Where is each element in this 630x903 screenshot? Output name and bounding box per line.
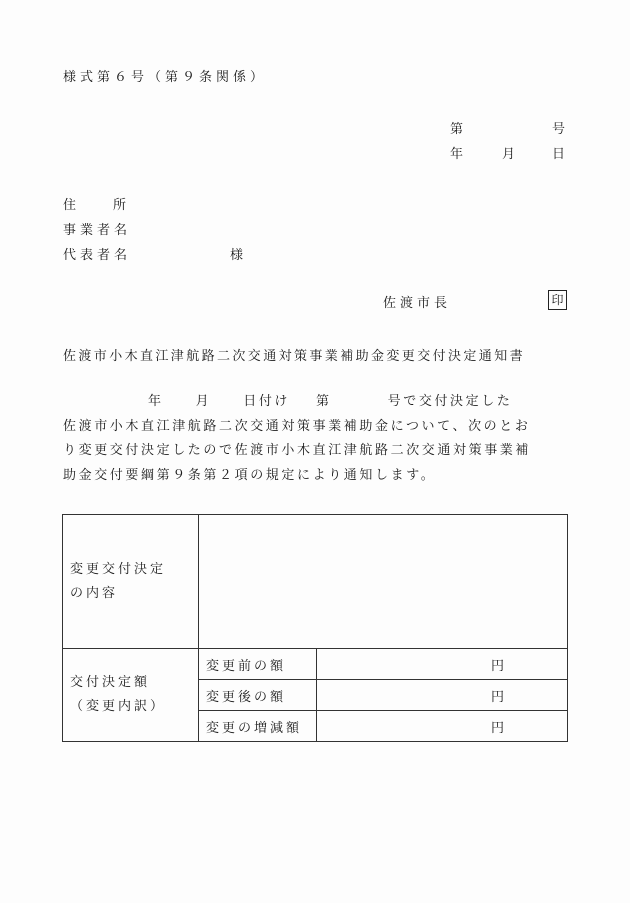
representative-line bbox=[63, 244, 248, 263]
amount-row bbox=[63, 649, 568, 680]
representative-label: 代表者名 bbox=[63, 248, 132, 263]
document-title: 佐渡市小木直江津航路二次交通対策事業補助金変更交付決定通知書 bbox=[63, 349, 526, 364]
seal-box: 印 bbox=[548, 290, 567, 310]
amount-row-unit: 円 bbox=[317, 680, 568, 711]
amount-row-label: 変更の増減額 bbox=[199, 711, 317, 742]
amount-label-cell bbox=[63, 649, 199, 742]
address-label-2: 所 bbox=[113, 198, 131, 213]
amount-row-unit: 円 bbox=[317, 649, 568, 680]
date-year: 年 bbox=[450, 147, 468, 162]
business-name-label: 事業者名 bbox=[63, 223, 132, 238]
body-line-2: 佐渡市小木直江津航路二次交通対策事業補助金について、次のとお bbox=[63, 418, 531, 434]
address-line bbox=[63, 194, 131, 213]
issue-date bbox=[450, 143, 570, 162]
decision-table bbox=[62, 514, 568, 742]
body-line-4: 助金交付要綱第９条第２項の規定により通知します。 bbox=[63, 467, 437, 483]
amount-row-unit: 円 bbox=[317, 711, 568, 742]
notice-body bbox=[63, 390, 568, 488]
body-line-1 bbox=[63, 390, 568, 415]
content-label-2: の内容 bbox=[70, 585, 119, 601]
honorific: 様 bbox=[230, 248, 248, 263]
amount-row-label: 変更前の額 bbox=[199, 649, 317, 680]
amount-row-label: 変更後の額 bbox=[199, 680, 317, 711]
address-label: 住 bbox=[63, 198, 81, 213]
content-value-cell bbox=[199, 515, 568, 649]
reference-prefix: 第 bbox=[450, 122, 468, 137]
amount-label-2: （変更内訳） bbox=[70, 699, 167, 714]
body-rest: 号で交付決定した bbox=[387, 394, 513, 409]
body-line-3: り変更交付決定したので佐渡市小木直江津航路二次交通対策事業補 bbox=[63, 443, 532, 458]
content-label-1: 変更交付決定 bbox=[70, 561, 167, 577]
content-row bbox=[63, 515, 568, 649]
reference-suffix: 号 bbox=[552, 122, 570, 137]
reference-number bbox=[450, 118, 570, 137]
body-year: 年 bbox=[148, 394, 164, 409]
content-label-cell bbox=[63, 515, 199, 649]
date-day: 日 bbox=[552, 147, 570, 162]
form-number: 様式第６号（第９条関係） bbox=[63, 70, 268, 85]
issuer-title: 佐渡市長 bbox=[383, 296, 452, 311]
body-day: 日付け bbox=[243, 394, 291, 409]
body-month: 月 bbox=[195, 394, 212, 409]
amount-label-1: 交付決定額 bbox=[70, 675, 151, 690]
date-month: 月 bbox=[502, 147, 520, 162]
body-no: 第 bbox=[316, 394, 332, 409]
